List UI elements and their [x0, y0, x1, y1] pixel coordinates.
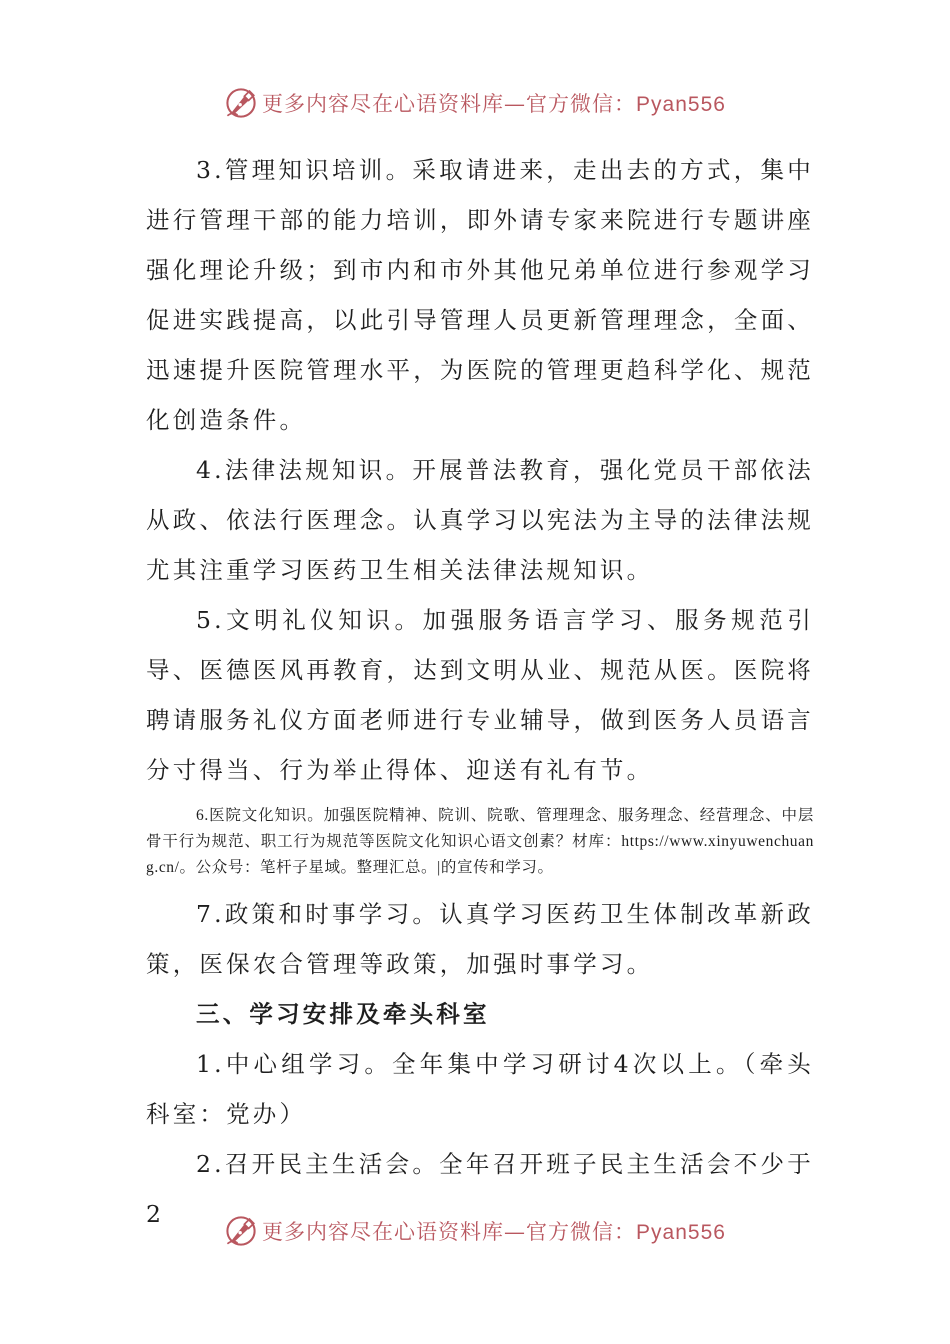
- banner-wechat-id: Pyan556: [636, 1221, 726, 1244]
- header-watermark-banner: [0, 80, 950, 126]
- paragraph-democratic-meeting: 2.召开民主生活会。全年召开班子民主生活会不少于2: [146, 1150, 814, 1228]
- paragraph-management-training: 3.管理知识培训。采取请进来，走出去的方式，集中进行管理干部的能力培训，即外请专家来院进行专题讲座强化理论升级；到市内和市外其他兄弟单位进行参观学习促进实践提高，以此引导管理人员更新管理理念，全面、迅速提升医院管理水平，为医院的管理更趋科学化、规范化创造条件。: [146, 156, 814, 434]
- banner-slogan: 更多内容尽在心语资料库—官方微信：: [262, 1220, 637, 1244]
- paragraph-etiquette-knowledge: 5.文明礼仪知识。加强服务语言学习、服务规范引导、医德医风再教育，达到文明从业、规范从医。医院将聘请服务礼仪方面老师进行专业辅导，做到医务人员语言分寸得当、行为举止得体、迎送有礼有节。: [146, 606, 814, 784]
- pen-nib-logo-icon: [224, 1214, 258, 1248]
- paragraph-central-group-study: 1.中心组学习。全年集中学习研讨4次以上。（牵头科室：党办）: [146, 1050, 814, 1128]
- section-heading-arrangement: 三、学习安排及牵头科室: [196, 1000, 490, 1028]
- paragraph-policy-study: 7.政策和时事学习。认真学习医药卫生体制改革新政策，医保农合管理等政策，加强时事学习。: [146, 900, 814, 978]
- banner-slogan: 更多内容尽在心语资料库—官方微信：: [262, 92, 637, 116]
- banner-text: [262, 1216, 726, 1246]
- footer-watermark-banner: [0, 1208, 950, 1254]
- pen-nib-logo-icon: [224, 86, 258, 120]
- banner-wechat-id: Pyan556: [636, 93, 726, 116]
- banner-text: [262, 88, 726, 118]
- document-body: [146, 145, 814, 1239]
- paragraph-hospital-culture: 6.医院文化知识。加强医院精神、院训、院歌、管理理念、服务理念、经营理念、中层骨干行为规范、职工行为规范等医院文化知识心语文创素？材库：https://www.xinyuwenchuang.cn/。公众号：笔杆子星域。整理汇总。|的宣传和学习。: [146, 807, 814, 876]
- paragraph-law-knowledge: 4.法律法规知识。开展普法教育，强化党员干部依法从政、依法行医理念。认真学习以宪法为主导的法律法规尤其注重学习医药卫生相关法律法规知识。: [146, 456, 814, 584]
